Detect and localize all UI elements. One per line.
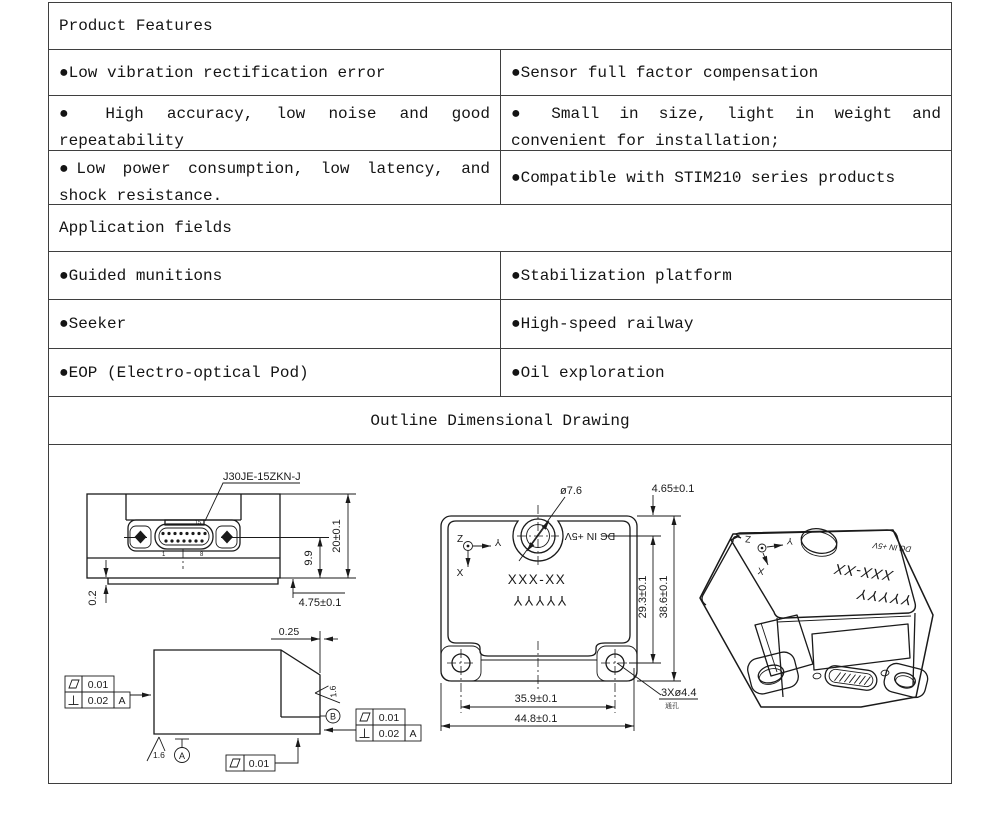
pin-number: 1	[162, 552, 166, 558]
axis-z-label: Z	[456, 534, 464, 545]
product-features-header-row	[49, 3, 951, 50]
iso-mount-ear	[745, 650, 800, 697]
axis-indicator	[744, 533, 793, 577]
flatness-value: 0.01	[87, 679, 109, 691]
pin-number: 15	[195, 520, 202, 526]
application-cell: ●Oil exploration	[511, 363, 665, 382]
dim-connector-offset-label: 4.75±0.1	[298, 597, 342, 609]
feature-cell: ●Low power consumption, low latency, and shock resistance.	[49, 151, 501, 204]
flatness-value: 0.01	[378, 712, 400, 724]
power-marking-label: DC IN +5V	[871, 540, 913, 554]
datum-reference: A	[409, 728, 417, 740]
axis-z-label: Z	[744, 532, 752, 545]
dim-hole-to-edge-label: 4.65±0.1	[651, 483, 695, 495]
application-cell: ●High-speed railway	[511, 315, 694, 333]
application-fields-title: Application fields	[59, 219, 232, 237]
tolerance-frame-bottom	[226, 738, 298, 771]
connector-part-label: J30JE-15ZKN-J	[223, 471, 301, 483]
feature-row	[49, 151, 951, 205]
power-marking-label: DC IN +5V	[564, 530, 616, 542]
flatness-icon	[69, 680, 79, 688]
datum-b-label: B	[329, 711, 337, 722]
surface-roughness-icon	[315, 685, 340, 705]
drawing-header-row	[49, 397, 951, 445]
dim-hole-label: ø7.6	[560, 485, 583, 497]
flatness-icon	[230, 759, 240, 767]
application-cell: ●Stabilization platform	[511, 266, 732, 285]
outline-drawing-area	[49, 445, 951, 783]
datum-a-label: A	[178, 751, 186, 761]
feature-cell: ●Compatible with STIM210 series products	[511, 168, 896, 187]
profile-body-outline	[154, 650, 320, 734]
application-fields-header-row	[49, 205, 951, 252]
application-row	[49, 252, 951, 300]
feature-cell: ●Low vibration rectification error	[49, 50, 501, 95]
tolerance-frame-left	[65, 676, 151, 708]
surface-roughness-icon	[147, 737, 165, 761]
axis-x-label: X	[456, 568, 464, 579]
axis-indicator	[457, 534, 502, 579]
dim-width-label: 44.8±0.1	[514, 713, 558, 725]
dim-mount-span-label: 35.9±0.1	[514, 693, 558, 705]
tolerance-frame-right	[324, 709, 421, 741]
perpendicularity-value: 0.02	[87, 695, 109, 707]
screw-lock-icon	[216, 526, 329, 548]
feature-row	[49, 96, 951, 151]
model-marking-label: XXX-XX	[507, 572, 567, 587]
code-marking-label: YYYYY	[511, 593, 567, 608]
base-plate	[108, 578, 278, 584]
application-cell: ●Guided munitions	[49, 252, 501, 299]
top-view	[441, 483, 698, 731]
product-features-title: Product Features	[59, 17, 213, 35]
product-datasheet-table	[48, 2, 952, 784]
connector-leader-line	[205, 483, 300, 521]
model-marking-label: XXX-XX	[830, 560, 896, 583]
code-marking-label: YYYYY	[853, 585, 916, 608]
mount-holes-note: 通孔	[665, 703, 679, 710]
axis-y-label: Y	[494, 536, 502, 547]
axis-x-label: X	[757, 564, 766, 577]
dim-length-label: 38.6±0.1	[658, 575, 670, 619]
dsub-connector-icon	[824, 664, 878, 691]
iso-silhouette	[700, 530, 933, 707]
dim-height-label: 20±0.1	[331, 519, 343, 553]
outline-dimensional-drawing	[49, 445, 951, 782]
feature-cell: ● High accuracy, low noise and good repeatability	[49, 96, 501, 150]
perpendicularity-icon	[360, 729, 370, 738]
isometric-view	[700, 526, 933, 707]
roughness-value: 1.6	[327, 685, 339, 698]
iso-flange-block	[755, 615, 813, 676]
perpendicularity-value: 0.02	[378, 728, 400, 740]
flatness-icon	[360, 713, 370, 721]
feature-cell: ●Sensor full factor compensation	[511, 63, 819, 82]
dsub-connector-icon	[155, 524, 213, 549]
iso-screw-hole	[813, 673, 822, 680]
iso-top-hole	[799, 526, 839, 557]
dim-mount-holes-label: 3Xø4.4	[661, 687, 697, 699]
datum-a-symbol	[175, 739, 190, 763]
dim-chamfer-label: 0.25	[278, 626, 300, 638]
datum-reference: A	[118, 695, 126, 707]
datum-b-symbol	[320, 709, 340, 723]
application-row	[49, 349, 951, 397]
feature-row	[49, 50, 951, 96]
dim-connector-center-label: 9.9	[303, 550, 315, 566]
flatness-value: 0.01	[248, 758, 270, 770]
pin-number: 8	[200, 552, 204, 558]
rear-body-outline	[87, 494, 280, 578]
dim-base-plate-label: 0.2	[87, 590, 99, 606]
drawing-title: Outline Dimensional Drawing	[370, 411, 630, 430]
roughness-value: 1.6	[153, 750, 165, 760]
profile-view	[65, 626, 421, 771]
application-row	[49, 300, 951, 349]
dim-hole-to-mount-label: 29.3±0.1	[637, 575, 649, 619]
axis-y-label: Y	[786, 534, 794, 547]
feature-cell: ● Small in size, light in weight and convenient for installation;	[511, 105, 941, 150]
application-cell: ●EOP (Electro-optical Pod)	[49, 349, 501, 396]
rear-view	[87, 471, 356, 609]
application-cell: ●Seeker	[49, 300, 501, 348]
perpendicularity-icon	[69, 696, 79, 705]
